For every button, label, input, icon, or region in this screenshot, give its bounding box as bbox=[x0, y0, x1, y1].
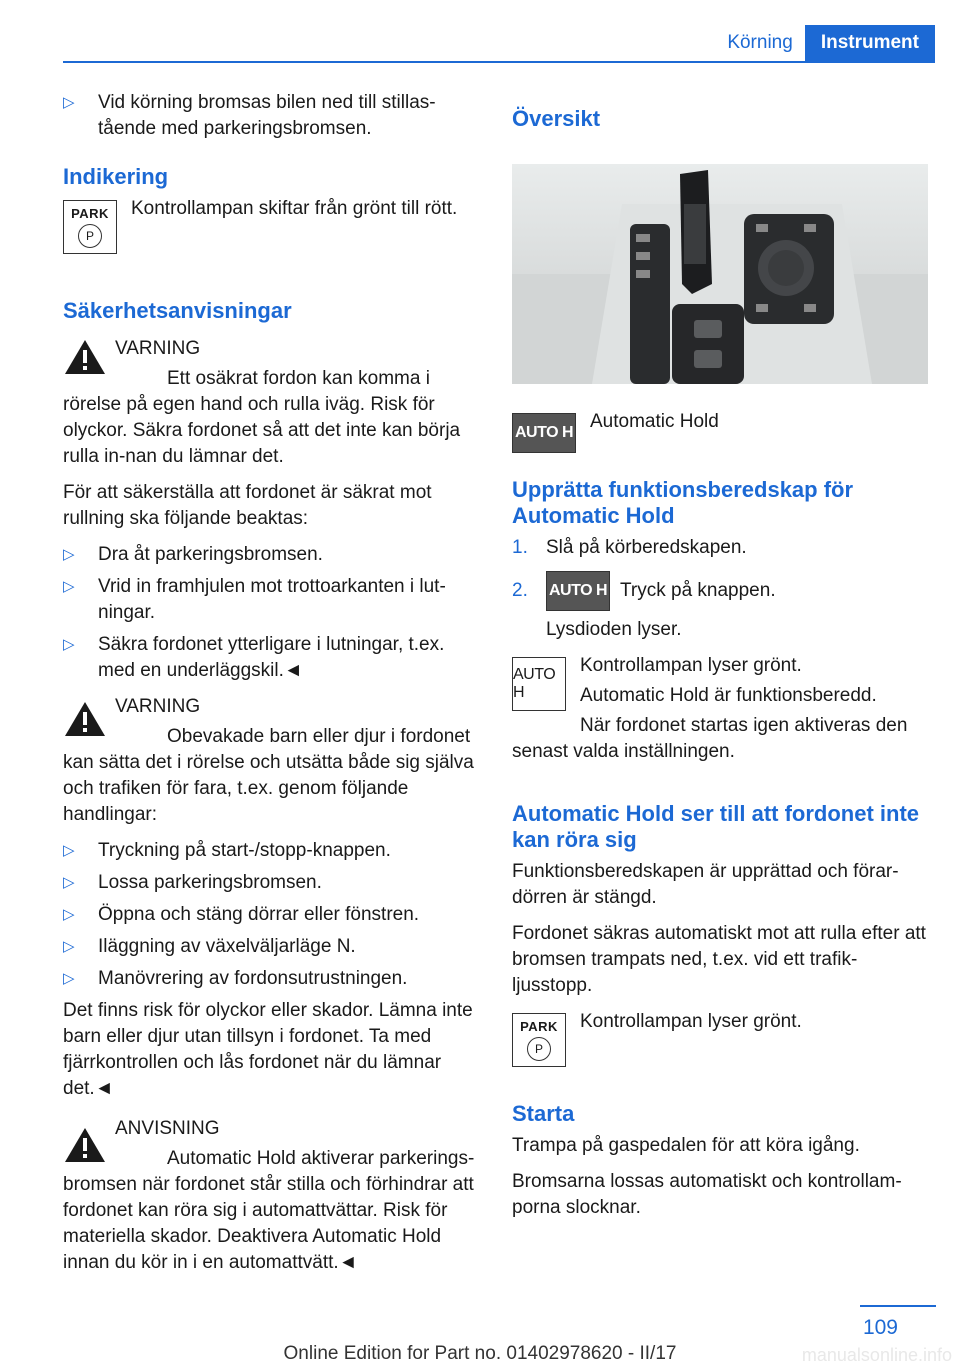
triangle-bullet-icon: ▷ bbox=[63, 94, 75, 111]
center-console-image bbox=[512, 164, 928, 384]
heading-safety: Säkerhetsanvisningar bbox=[63, 298, 292, 323]
warning-triangle-icon bbox=[63, 1126, 107, 1164]
lamp-line: Kontrollampan lyser grönt. bbox=[580, 655, 802, 676]
park-icon: PARK P bbox=[512, 1013, 566, 1067]
triangle-bullet-icon: ▷ bbox=[63, 636, 75, 653]
left-column bbox=[63, 90, 477, 1286]
holds-p1: Funktionsberedskapen är upprättad och förar‐dörren är stängd. bbox=[512, 861, 899, 908]
warning-triangle-icon bbox=[63, 338, 107, 376]
list-item: ▷ Iläggning av växelväljarläge N. bbox=[63, 934, 477, 960]
triangle-bullet-icon: ▷ bbox=[63, 842, 75, 859]
warning2-follow: Det finns risk för olyckor eller skador. Lämna inte barn eller djur utan tillsyn i fordonet. Ta med fjärrkontrollen och lås fordonet när du lämnar det.◄ bbox=[63, 1000, 473, 1099]
triangle-bullet-icon: ▷ bbox=[63, 546, 75, 563]
list-item: ▷ Öppna och stäng dörrar eller fönstren. bbox=[63, 902, 477, 928]
triangle-bullet-icon: ▷ bbox=[63, 938, 75, 955]
list-item: ▷ Manövrering av fordonsutrustningen. bbox=[63, 966, 477, 992]
header-tabs bbox=[715, 25, 935, 61]
list-item: ▷ Säkra fordonet ytterligare i lutningar, t.ex. med en underläggskil.◄ bbox=[63, 632, 477, 684]
auto-hold-caption: Automatic Hold bbox=[590, 411, 719, 432]
auto-hold-indicator-icon: AUTO H bbox=[512, 657, 566, 711]
warning1-heading: VARNING bbox=[115, 338, 201, 359]
list-item: ▷ Vrid in framhjulen mot trottoarkanten i lut‐ningar. bbox=[63, 574, 477, 626]
heading-holds: Automatic Hold ser till att fordonet inte kan röra sig bbox=[512, 801, 920, 852]
right-column bbox=[512, 90, 928, 1231]
start-p1: Trampa på gaspedalen för att köra igång. bbox=[512, 1135, 860, 1156]
warning1-follow: För att säkerställa att fordonet är säkrat mot rullning ska följande beaktas: bbox=[63, 482, 432, 529]
header-rule bbox=[63, 61, 935, 63]
section-tab[interactable]: Körning bbox=[727, 32, 793, 53]
heading-establish: Upprätta funktionsberedskap för Automatic Hold bbox=[512, 477, 854, 528]
led-text: Lysdioden lyser. bbox=[546, 619, 682, 640]
chapter-tab[interactable]: Instrument bbox=[805, 25, 935, 61]
park-icon: PARK P bbox=[63, 200, 117, 254]
triangle-bullet-icon: ▷ bbox=[63, 578, 75, 595]
auto-hold-button-icon: AUTO H bbox=[512, 413, 576, 453]
heading-oversikt: Översikt bbox=[512, 106, 601, 131]
watermark: manualsonline.info bbox=[801, 1345, 952, 1365]
footer-rule bbox=[860, 1305, 936, 1307]
edition-text: Online Edition for Part no. 01402978620 - II/17 bbox=[283, 1343, 677, 1364]
list-item: ▷ Dra åt parkeringsbromsen. bbox=[63, 542, 477, 568]
indikering-text: Kontrollampan skiftar från grönt till rött. bbox=[131, 198, 458, 219]
list-item: 1. Slå på körberedskapen. bbox=[512, 537, 747, 558]
holds-p2: Fordonet säkras automatiskt mot att rulla efter att bromsen trampats ned, t.ex. vid ett trafik‐ljusstopp. bbox=[512, 923, 926, 996]
auto-hold-button-icon: AUTO H bbox=[546, 571, 610, 611]
warning1-text: Ett osäkrat fordon kan komma i rörelse på egen hand och rulla iväg. Risk för olyckor. Säkra fordonet så att det inte kan börja rulla in‐nan du lämnar det. bbox=[63, 368, 461, 467]
list-item: 2. AUTO H Tryck på knappen. bbox=[512, 571, 928, 611]
notice-text: Automatic Hold aktiverar parkerings‐bromsen när fordonet står stilla och förhindrar att fordonet kan röra sig i automattvättar. Risk för materiella skador. Deaktivera Automatic Hold innan du kör in i en automattvätt.◄ bbox=[63, 1148, 475, 1273]
list-item: ▷ Vid körning bromsas bilen ned till stillas‐tående med parkeringsbromsen. bbox=[63, 90, 477, 142]
warning2-heading: VARNING bbox=[115, 696, 201, 717]
warning-triangle-icon bbox=[63, 700, 107, 738]
page-number: 109 bbox=[862, 1316, 898, 1339]
list-item: ▷ Tryckning på start-/stopp-knappen. bbox=[63, 838, 477, 864]
holds-lamp: Kontrollampan lyser grönt. bbox=[580, 1011, 802, 1032]
warning2-text: Obevakade barn eller djur i fordonet kan sätta det i rörelse och utsätta både sig själva och trafiken för fara, t.ex. genom följande handlingar: bbox=[63, 726, 474, 825]
heading-start: Starta bbox=[512, 1101, 575, 1126]
triangle-bullet-icon: ▷ bbox=[63, 970, 75, 987]
triangle-bullet-icon: ▷ bbox=[63, 906, 75, 923]
triangle-bullet-icon: ▷ bbox=[63, 874, 75, 891]
lamp-line: Automatic Hold är funktionsberedd. bbox=[580, 685, 877, 706]
list-item: ▷ Lossa parkeringsbromsen. bbox=[63, 870, 477, 896]
notice-heading: ANVISNING bbox=[115, 1118, 220, 1139]
heading-indikering: Indikering bbox=[63, 164, 169, 189]
start-p2: Bromsarna lossas automatiskt och kontrollam‐porna slocknar. bbox=[512, 1171, 902, 1218]
lamp-line: När fordonet startas igen aktiveras den senast valda inställningen. bbox=[512, 715, 908, 762]
